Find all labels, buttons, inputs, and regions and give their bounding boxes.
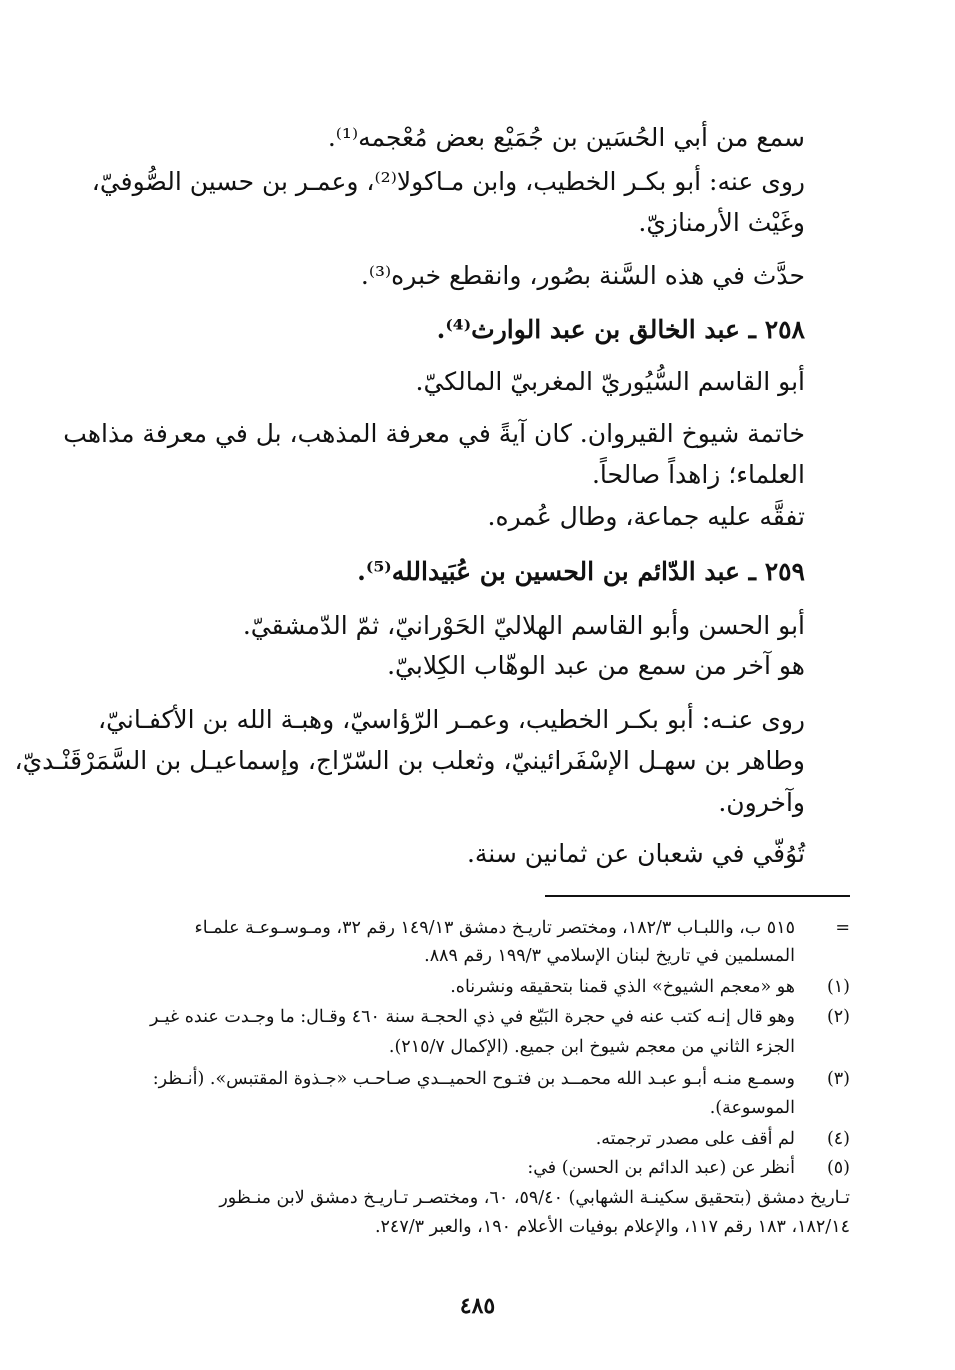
text-line: تفقَّه عليه جماعة، وطال عُمره.	[487, 502, 805, 531]
footnote-text: الجزء الثاني من معجم شيوخ ابن جميع. (الإكمال ٢١٥/٧).	[388, 1037, 795, 1057]
footnote-number: (٤)	[826, 1129, 850, 1149]
footnote-number: (٥)	[826, 1158, 850, 1178]
text-line: وآخرون.	[718, 788, 805, 817]
footnote-text: ١٨٢/١٤، ١٨٣ رقم ١١٧، والإعلام بوفيات الأعلام ١٩٠، والعبر ٢٤٧/٣.	[374, 1217, 850, 1237]
footnote-text: هو «معجم الشيوخ» الذي قمنا بتحقيقه ونشرناه.	[450, 977, 795, 997]
footnote-text: تـاريخ دمشق (بتحقيق سكينـة الشهابي) ٥٩/٤٠، ٦٠، ومختصـر تـاريـخ دمشق لابن منـظور	[219, 1188, 850, 1208]
text-line: العلماء؛ زاهداً صالحاً.	[591, 460, 805, 489]
text-line: تُوُفّي في شعبان عن ثمانين سنة.	[466, 839, 805, 868]
footnote-text: لم أقف على مصدر ترجمته.	[595, 1129, 795, 1149]
text-line: أبو القاسم السُّيُوريّ المغربيّ المالكيّ.	[415, 367, 805, 396]
footnote-text: وسمـع منـه أبـو عبـد الله محمــد بن فتـوح الحميــدي صـاحـب «جـذوة المقتبس». (أنـظر:	[152, 1069, 795, 1089]
text-line: وطاهر بن سهـل الإسْفَرائينيّ، وثعلب بن السّرّاج، وإسماعيـل بن السَّمَرْقَنْـديّ،	[14, 746, 805, 775]
entry-heading-259: ٢٥٩ ـ عبد الدّائم بن الحسين بن عُبَيدالله⁽⁵⁾.	[357, 557, 805, 586]
entry-heading-258: ٢٥٨ ـ عبد الخالق بن عبد الوارث⁽⁴⁾.	[436, 315, 805, 344]
footnote-text: الموسوعة).	[709, 1098, 795, 1118]
footnote-text: المسلمين في تاريخ لبنان الإسلامي ١٩٩/٣ رقم ٨٨٩.	[424, 946, 795, 966]
footnote-number: (١)	[826, 977, 850, 997]
footnote-text: وهو قال إنـه كتب عنه في حجرة البَيّع في ذي الحجـة سنة ٤٦٠ وقـال: ما وجـدت عنده غيـر	[149, 1007, 795, 1027]
text-line: خاتمة شيوخ القيروان. كان آيةً في معرفة المذهب، بل في معرفة مذاهب	[63, 419, 805, 448]
footnote-continuation-marker: =	[835, 918, 850, 938]
footnote-text: ٥١٥ ب، واللبـاب ١٨٢/٣، ومختصر تاريـخ دمشق ١٤٩/١٣ رقم ٣٢، ومـوسـوعـة علمـاء	[194, 918, 795, 938]
text-line: سمع من أبي الحُسَين بن جُمَيْع بعض مُعْجمه⁽¹⁾.	[327, 123, 805, 152]
text-line: هو آخر من سمع من عبد الوهّاب الكِلابيّ.	[387, 651, 805, 680]
footnote-separator	[545, 895, 850, 897]
text-line: أبو الحسن وأبو القاسم الهلاليّ الحَوْرانيّ، ثمّ الدّمشقيّ.	[242, 611, 805, 640]
text-line: وغَيْث الأرمنازيّ.	[638, 208, 805, 237]
footnote-text: أنظر عن (عبد الدائم بن الحسن) في:	[527, 1158, 795, 1178]
text-line: حدَّث في هذه السَّنة بصُور، وانقطع خبره⁽³⁾.	[360, 261, 805, 290]
text-line: روى عنـه: أبو بكـر الخطيب، وعمـر الرّؤاسيّ، وهبـة الله بن الأكفـانيّ،	[98, 705, 805, 734]
footnote-number: (٢)	[826, 1007, 850, 1027]
page-number: ٤٨٥	[459, 1293, 496, 1319]
text-line: روى عنه: أبو بكـر الخطيب، وابن مـاكولا⁽²⁾، وعمـر بن حسين الصُّوفيّ،	[91, 167, 805, 196]
footnote-number: (٣)	[826, 1069, 850, 1089]
